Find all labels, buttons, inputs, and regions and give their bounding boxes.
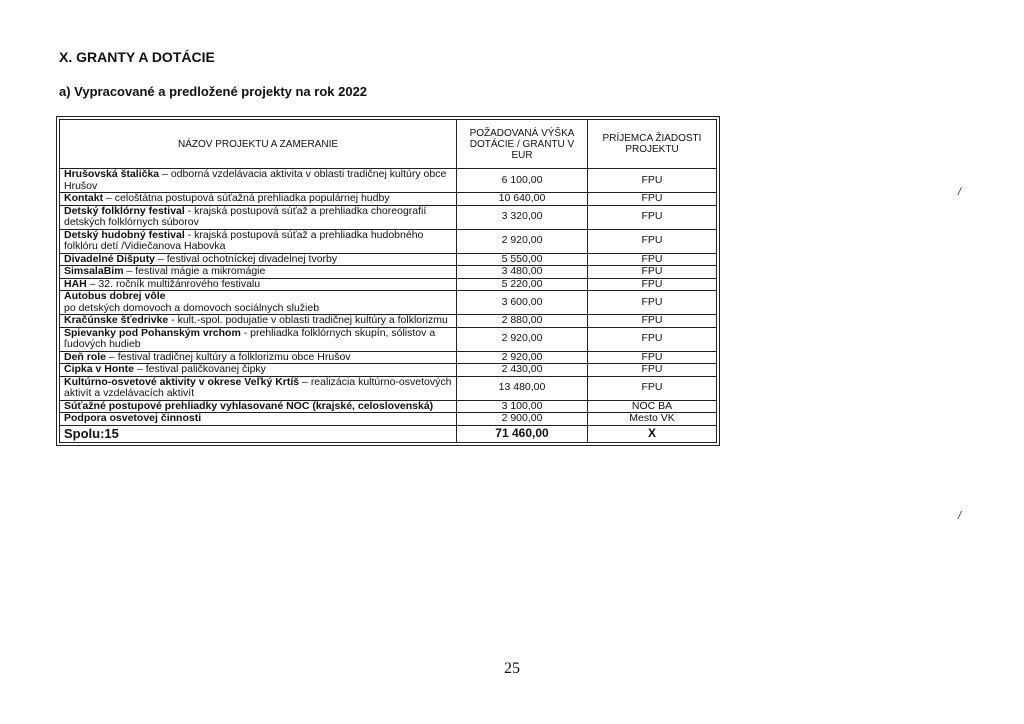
project-title: Hrušovská štalička xyxy=(64,168,160,180)
total-recipient: X xyxy=(588,425,717,442)
page-number: 25 xyxy=(504,660,520,677)
project-name-cell xyxy=(60,193,457,206)
project-title: HAH xyxy=(64,277,87,290)
project-title: Detský folklórny festival xyxy=(64,204,185,217)
grants-table-frame xyxy=(56,116,720,446)
project-description: - krajská postupová súťaž a prehliadka choreografií detských folklórnych súborov xyxy=(64,204,427,228)
project-title: Podpora osvetovej činnosti xyxy=(64,412,202,424)
project-name-cell xyxy=(60,351,457,364)
requested-amount-cell: 10 640,00 xyxy=(457,193,588,206)
table-row xyxy=(60,205,717,229)
project-title: Divadelné Dišputy xyxy=(64,252,156,265)
recipient-cell: FPU xyxy=(588,278,717,291)
project-description: – festival tradičnej kultúry a folklorizmu obce Hrušov xyxy=(106,350,351,363)
project-name-cell xyxy=(60,364,457,377)
table-row xyxy=(60,364,717,377)
project-description: - kult.-spol. podujatie v oblasti tradičnej kultúry a folklorizmu xyxy=(168,314,448,326)
project-name-cell xyxy=(60,315,457,328)
recipient-cell: FPU xyxy=(588,169,717,193)
recipient-cell: FPU xyxy=(588,193,717,206)
project-name-cell xyxy=(60,400,457,413)
table-row xyxy=(60,315,717,328)
recipient-cell: FPU xyxy=(588,253,717,266)
project-description: – celoštátna postupová súťažná prehliadka populárnej hudby xyxy=(103,192,390,204)
check-mark-icon: / xyxy=(958,186,962,198)
project-title: SimsalaBim xyxy=(64,265,124,277)
table-row xyxy=(60,278,717,291)
requested-amount-cell: 13 480,00 xyxy=(457,376,588,400)
recipient-cell: FPU xyxy=(588,351,717,364)
table-row xyxy=(60,169,717,193)
project-name-cell xyxy=(60,205,457,229)
project-title: Autobus dobrej vôle xyxy=(64,290,166,302)
total-label: Spolu:15 xyxy=(60,425,457,442)
project-name-cell xyxy=(60,266,457,279)
requested-amount-cell: 2 920,00 xyxy=(457,351,588,364)
header-requested-amount: POŽADOVANÁ VÝŠKA DOTÁCIE / GRANTU V EUR xyxy=(457,120,588,169)
table-row xyxy=(60,253,717,266)
project-description: – festival mágie a mikromágie xyxy=(123,265,266,277)
recipient-cell: FPU xyxy=(588,376,717,400)
table-row xyxy=(60,351,717,364)
project-description: po detských domovoch a domovoch sociálnych služieb xyxy=(64,301,320,314)
table-row xyxy=(60,327,717,351)
table-row xyxy=(60,376,717,400)
project-description: – festival ochotníckej divadelnej tvorby xyxy=(155,252,338,265)
table-row xyxy=(60,413,717,426)
recipient-cell: FPU xyxy=(588,229,717,253)
project-title: Kontakt xyxy=(64,192,104,204)
total-amount: 71 460,00 xyxy=(457,425,588,442)
project-title: Spievanky pod Pohanským vrchom xyxy=(64,326,241,339)
header-recipient: PRÍJEMCA ŽIADOSTI PROJEKTU xyxy=(588,120,717,169)
project-title: Detský hudobný festival xyxy=(64,228,185,241)
project-name-cell xyxy=(60,327,457,351)
project-title: Súťažné postupové prehliadky vyhlasované NOC (krajské, celoslovenská) xyxy=(64,399,434,412)
recipient-cell: FPU xyxy=(588,364,717,377)
recipient-cell: Mesto VK xyxy=(588,413,717,426)
requested-amount-cell: 2 430,00 xyxy=(457,364,588,377)
table-row xyxy=(60,400,717,413)
recipient-cell: NOC BA xyxy=(588,400,717,413)
requested-amount-cell: 3 100,00 xyxy=(457,400,588,413)
table-row xyxy=(60,193,717,206)
requested-amount-cell: 3 600,00 xyxy=(457,291,588,315)
project-title: Deň role xyxy=(64,350,107,363)
check-mark-icon: / xyxy=(958,510,962,522)
table-total-row xyxy=(60,425,717,442)
project-title: Kračúnske šťedrivke xyxy=(64,314,169,326)
requested-amount-cell: 3 480,00 xyxy=(457,266,588,279)
project-description: – 32. ročník multižánrového festivalu xyxy=(86,277,261,290)
header-project-name: NÁZOV PROJEKTU A ZAMERANIE xyxy=(60,120,457,169)
table-row xyxy=(60,266,717,279)
table-row xyxy=(60,229,717,253)
project-name-cell xyxy=(60,169,457,193)
recipient-cell: FPU xyxy=(588,291,717,315)
project-description: - krajská postupová súťaž a prehliadka hudobného folklóru detí /Vidiečanova Habovka xyxy=(64,228,424,252)
project-name-cell xyxy=(60,253,457,266)
requested-amount-cell: 2 920,00 xyxy=(457,327,588,351)
requested-amount-cell: 3 320,00 xyxy=(457,205,588,229)
project-title: Kultúrno-osvetové aktivity v okrese Veľký Krtíš xyxy=(64,375,300,388)
project-description: – festival paličkovanej čipky xyxy=(134,363,266,375)
project-name-cell xyxy=(60,376,457,400)
project-description: – realizácia kultúrno-osvetových aktivít a vzdelávacích aktivít xyxy=(64,375,452,399)
table-header-row xyxy=(60,120,717,169)
grants-table xyxy=(59,119,717,443)
recipient-cell: FPU xyxy=(588,315,717,328)
requested-amount-cell: 5 220,00 xyxy=(457,278,588,291)
page-heading: X. GRANTY A DOTÁCIE xyxy=(59,49,215,65)
project-name-cell xyxy=(60,229,457,253)
project-title: Čipka v Honte xyxy=(64,363,135,375)
project-name-cell xyxy=(60,291,457,315)
table-body xyxy=(60,169,717,426)
project-name-cell xyxy=(60,413,457,426)
recipient-cell: FPU xyxy=(588,205,717,229)
project-description: - prehliadka folklórnych skupín, sólistov a ľudových hudieb xyxy=(64,326,436,350)
requested-amount-cell: 2 880,00 xyxy=(457,315,588,328)
section-heading: a) Vypracované a predložené projekty na rok 2022 xyxy=(59,84,368,99)
recipient-cell: FPU xyxy=(588,327,717,351)
recipient-cell: FPU xyxy=(588,266,717,279)
table-row xyxy=(60,291,717,315)
project-name-cell xyxy=(60,278,457,291)
requested-amount-cell: 5 550,00 xyxy=(457,253,588,266)
project-description: – odborná vzdelávacia aktivita v oblasti tradičnej kultúry obce Hrušov xyxy=(64,168,447,192)
requested-amount-cell: 2 920,00 xyxy=(457,229,588,253)
requested-amount-cell: 6 100,00 xyxy=(457,169,588,193)
requested-amount-cell: 2 900,00 xyxy=(457,413,588,426)
